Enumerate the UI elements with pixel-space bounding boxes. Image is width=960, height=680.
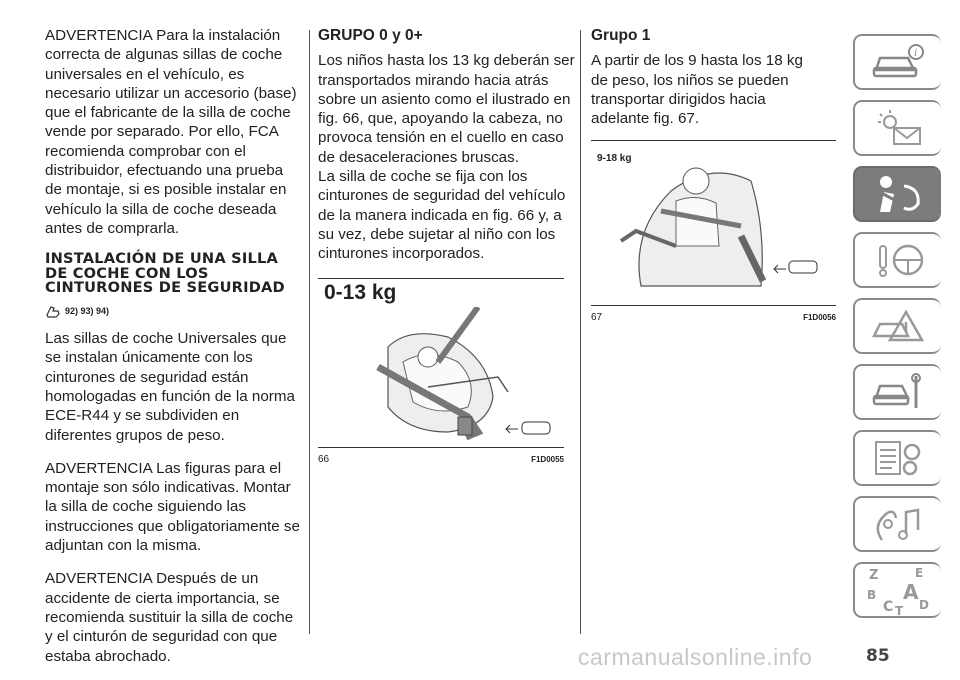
tab-maintenance[interactable] [853,364,941,420]
watermark-text: carmanualsonline.info [578,644,813,670]
figure-66 [318,278,564,465]
child-seat-illustration [591,151,836,301]
svg-text:i: i [914,48,918,59]
figure-67-code: F1D0056 [803,313,836,323]
warning-paragraph-figures: ADVERTENCIA Las figuras para el montaje son sólo indicativas. Montar la silla de coche siguiendo las instrucciones que obligatoriamente se adjuntan con la misma. [45,459,300,555]
group-1-paragraph: A partir de los 9 hasta los 18 kg de peso, los niños se pueden transportar dirigidos hacia adelante fig. 67. [591,52,803,128]
column-right [591,26,836,324]
index-letter: A [903,580,919,604]
technical-data-icon [868,438,928,478]
index-letter: T [895,604,904,615]
tab-safety[interactable] [853,166,941,222]
figure-66-footer [318,447,564,469]
figure-67 [591,140,836,324]
section-heading: INSTALACIÓN DE UNA SILLA DE COCHE CON LOS CINTURONES DE SEGURIDAD [45,250,285,297]
column-divider [309,30,310,634]
warning-hand-icon [45,305,61,318]
emergency-icon [868,306,928,346]
column-left [45,26,300,680]
figure-66-code: F1D0055 [531,454,564,464]
multimedia-icon [868,504,928,544]
group-0-paragraph-1: Los niños hasta los 13 kg deberán ser transportados mirando hacia atrás sobre un asiento como el ilustrado en fig. 66, que, apoyando la cabeza, no provoca tensión en el cuello en caso de desaceleraciones bruscas. [318,52,575,166]
index-letter: D [919,598,929,612]
tab-index[interactable] [853,562,941,618]
tab-technical-data[interactable] [853,430,941,486]
page-number: 85 [866,646,890,666]
warning-refs [45,302,300,321]
index-letter: B [867,588,877,602]
safety-airbag-icon [868,172,928,216]
figure-67-label: 9-18 kg [597,153,632,165]
tab-multimedia[interactable] [853,496,941,552]
warning-lights-icon [868,108,928,148]
tab-driving[interactable] [853,232,941,288]
index-letter: Z [869,568,879,583]
figure-67-footer [591,305,836,327]
group-1-heading: Grupo 1 [591,27,651,44]
paragraph-universal-seats: Las sillas de coche Universales que se instalan únicamente con los cinturones de seguridad están homologadas en función de la norma ECE-R44 y se subdividen en diferentes grupos de peso. [45,330,295,444]
warning-paragraph-base: ADVERTENCIA Para la instalación correcta de algunas sillas de coche universales en el vehículo, es necesario utilizar un accesorio (base) que el fabricante de la silla de coche vende por separado. Por ello, FCA recomienda comprobar con el distribuidor, efectuando una prueba de montaje, si es posible instalar en vehículo la silla de coche deseada antes de comprarla. [45,27,297,237]
tab-emergency[interactable] [853,298,941,354]
group-0-paragraph-2: La silla de coche se fija con los cinturones de seguridad del vehículo de la manera indicada en fig. 66 y, a su vez, debe sujetar al niño con los cinturones incorporados. [318,168,566,263]
driving-wheel-icon [868,240,928,280]
tab-warning-lights[interactable] [853,100,941,156]
chapter-sidebar [853,34,943,628]
figure-67-number: 67 [591,312,603,324]
index-letter: C [883,599,894,615]
group-0-heading: GRUPO 0 y 0+ [318,27,423,44]
warning-refs-text: 92) 93) 94) [65,305,110,316]
column-middle [318,26,576,465]
column-divider [580,30,581,634]
figure-66-label: 0-13 kg [324,280,397,304]
car-info-icon [868,42,928,82]
warning-paragraph-accident: ADVERTENCIA Después de un accidente de cierta importancia, se recomienda sustituir la silla de coche y el cinturón de seguridad con que estaba abrochado. [45,570,294,665]
tab-car-info[interactable] [853,34,941,90]
infant-seat-illustration [318,307,564,457]
index-letter: E [915,566,924,580]
index-icon [863,565,933,615]
figure-66-number: 66 [318,453,330,465]
maintenance-icon [868,372,928,412]
